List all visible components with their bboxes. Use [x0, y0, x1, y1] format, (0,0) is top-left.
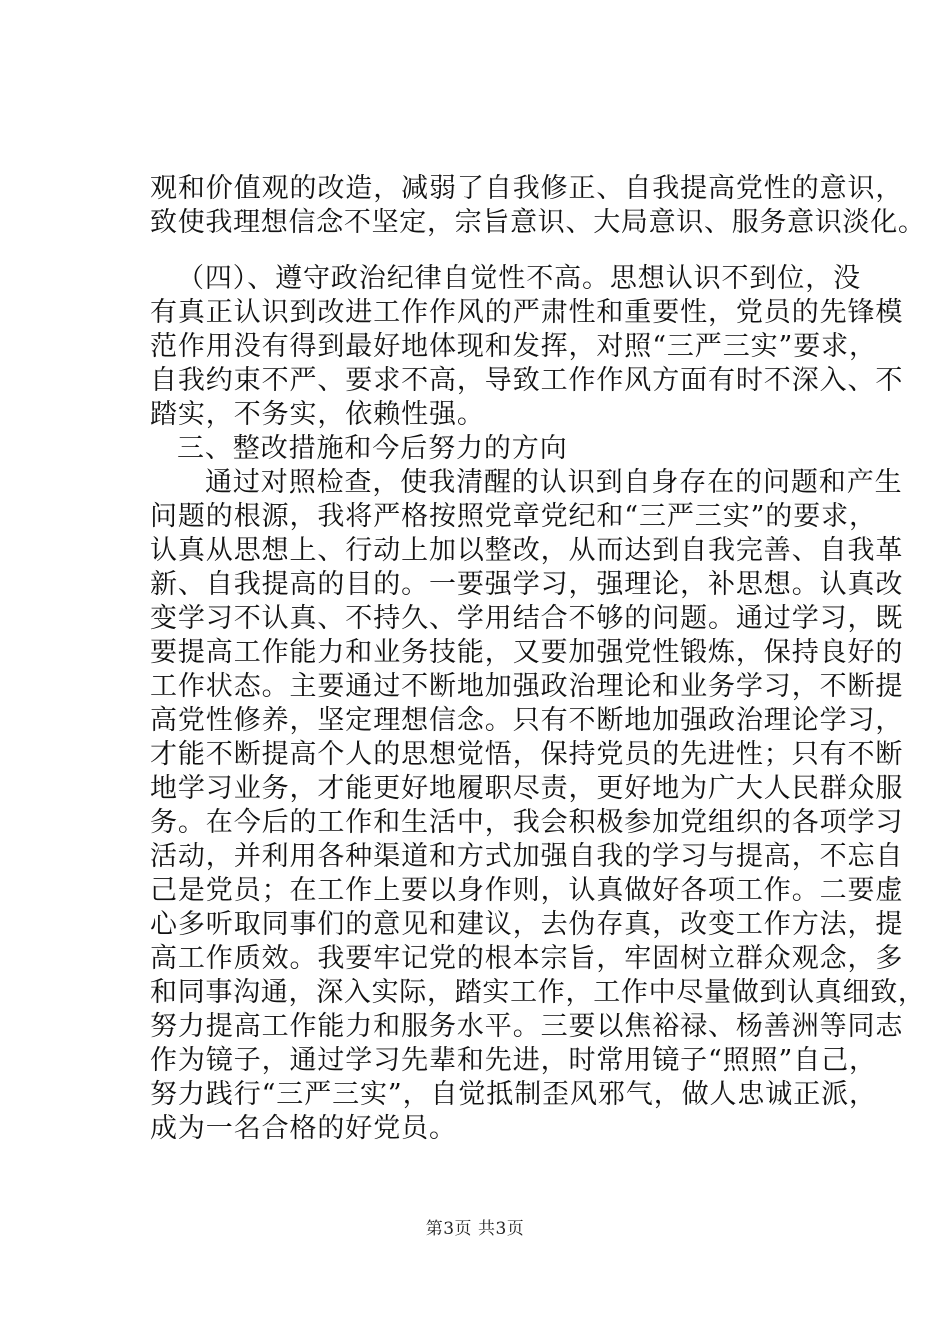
- paragraph-line: 有真正认识到改进工作作风的严肃性和重要性，党员的先锋模: [150, 297, 904, 328]
- paragraph-line: 和同事沟通，深入实际，踏实工作，工作中尽量做到认真细致，: [150, 977, 926, 1008]
- paragraph-line: 作为镜子，通过学习先辈和先进，时常用镜子“照照”自己，: [150, 1045, 877, 1076]
- paragraph-line: 工作状态。主要通过不断地加强政治理论和业务学习，不断提: [150, 671, 904, 702]
- paragraph-line: 问题的根源，我将严格按照党章党纪和“三严三实”的要求，: [150, 501, 877, 532]
- paragraph-line: 变学习不认真、不持久、学用结合不够的问题。通过学习，既: [150, 603, 904, 634]
- paragraph-line: 地学习业务，才能更好地履职尽责，更好地为广大人民群众服: [150, 773, 904, 804]
- paragraph-line: 自我约束不严、要求不高，导致工作作风方面有时不深入、不: [150, 365, 904, 396]
- paragraph-line: 务。在今后的工作和生活中，我会积极参加党组织的各项学习: [150, 807, 904, 838]
- paragraph-line: 新、自我提高的目的。一要强学习，强理论，补思想。认真改: [150, 569, 904, 600]
- paragraph-line: 努力践行“三严三实”，自觉抵制歪风邪气，做人忠诚正派，: [150, 1079, 877, 1110]
- paragraph-line: 踏实，不务实，依赖性强。: [150, 399, 485, 430]
- paragraph-line: 成为一名合格的好党员。: [150, 1113, 457, 1144]
- paragraph-line: 观和价值观的改造，减弱了自我修正、自我提高党性的意识，: [150, 173, 904, 204]
- paragraph-line: 通过对照检查，使我清醒的认识到自身存在的问题和产生: [205, 467, 903, 498]
- paragraph-line: 高党性修养，坚定理想信念。只有不断地加强政治理论学习，: [150, 705, 904, 736]
- paragraph-line: 高工作质效。我要牢记党的根本宗旨，牢固树立群众观念，多: [150, 943, 904, 974]
- paragraph-line: 认真从思想上、行动上加以整改，从而达到自我完善、自我革: [150, 535, 904, 566]
- paragraph-line: 努力提高工作能力和服务水平。三要以焦裕禄、杨善洲等同志: [150, 1011, 904, 1042]
- section-heading: 三、整改措施和今后努力的方向: [177, 433, 568, 464]
- paragraph-line: 才能不断提高个人的思想觉悟，保持党员的先进性；只有不断: [150, 739, 904, 770]
- paragraph-line: 活动，并利用各种渠道和方式加强自我的学习与提高，不忘自: [150, 841, 904, 872]
- section-heading-line: （四）、遵守政治纪律自觉性不高。思想认识不到位，没: [177, 263, 861, 294]
- paragraph-line: 心多听取同事们的意见和建议，去伪存真，改变工作方法，提: [150, 909, 904, 940]
- paragraph-line: 己是党员；在工作上要以身作则，认真做好各项工作。二要虚: [150, 875, 904, 906]
- page-number-footer: 第3页 共3页: [425, 1219, 525, 1239]
- paragraph-line: 致使我理想信念不坚定，宗旨意识、大局意识、服务意识淡化。: [150, 207, 926, 238]
- paragraph-line: 范作用没有得到最好地体现和发挥，对照“三严三实”要求，: [150, 331, 877, 362]
- paragraph-line: 要提高工作能力和业务技能，又要加强党性锻炼，保持良好的: [150, 637, 904, 668]
